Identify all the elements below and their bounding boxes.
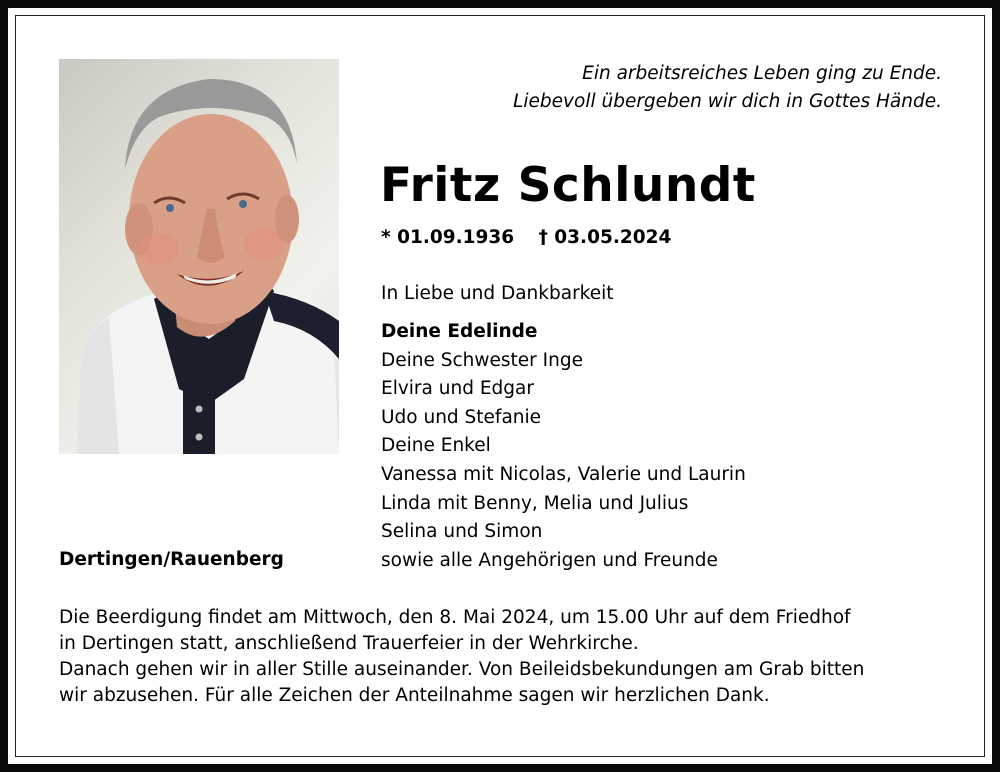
mourner-line: Deine Schwester Inge	[381, 349, 583, 371]
notice-line-2: in Dertingen statt, anschließend Trauerfeier in der Wehrkirche.	[59, 633, 639, 654]
mourners-list	[381, 318, 746, 575]
mourner-line: sowie alle Angehörigen und Freunde	[381, 549, 718, 571]
mourner-line: Elvira und Edgar	[381, 378, 534, 400]
motto-line-1: Ein arbeitsreiches Leben ging zu Ende.	[582, 63, 942, 84]
birth-date: * 01.09.1936	[381, 227, 515, 248]
motto-line-2: Liebevoll übergeben wir dich in Gottes Hände.	[513, 91, 942, 112]
notice-line-1: Die Beerdigung findet am Mittwoch, den 8. Mai 2024, um 15.00 Uhr auf dem Friedhof	[59, 607, 851, 628]
mourner-line: Deine Enkel	[381, 435, 491, 457]
funeral-notice	[59, 605, 939, 709]
mourner-line: Selina und Simon	[381, 521, 543, 543]
mourner-line: Udo und Stefanie	[381, 406, 542, 428]
mourner-line: Linda mit Benny, Melia und Julius	[381, 492, 689, 514]
mourner-line: Deine Edelinde	[381, 321, 538, 342]
notice-line-4: wir abzusehen. Für alle Zeichen der Anteilnahme sagen wir herzlichen Dank.	[59, 685, 770, 706]
motto	[513, 60, 942, 116]
place-name: Dertingen/Rauenberg	[59, 549, 284, 570]
mourner-line: Vanessa mit Nicolas, Valerie und Laurin	[381, 463, 746, 485]
deceased-name: Fritz Schlundt	[380, 158, 756, 213]
notice-line-3: Danach gehen wir in aller Stille auseinander. Von Beileidsbekundungen am Grab bitten	[59, 659, 865, 680]
portrait-photo	[59, 59, 339, 454]
life-dates	[381, 227, 689, 248]
dedication: In Liebe und Dankbarkeit	[381, 283, 614, 304]
death-date: † 03.05.2024	[538, 227, 672, 248]
